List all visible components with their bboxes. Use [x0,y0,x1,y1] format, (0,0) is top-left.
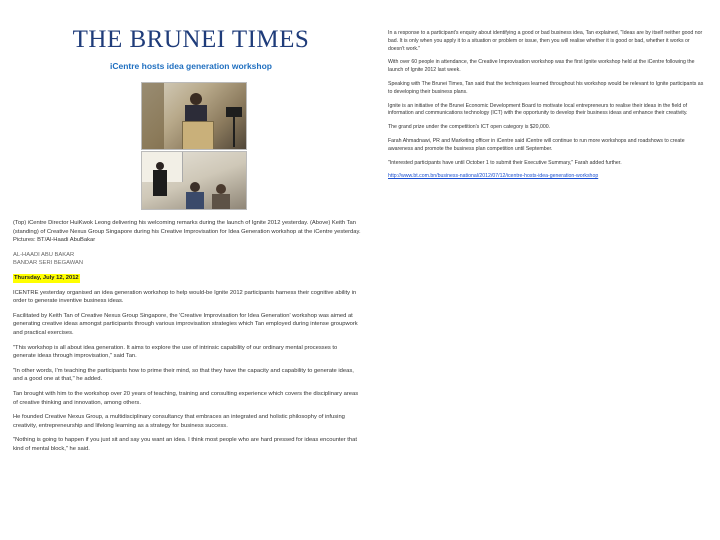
podium-shape [182,121,214,150]
article-paragraph: Facilitated by Keith Tan of Creative Nexus Group Singapore, the 'Creative Improvisation for Idea Generation' workshop was aimed at generating creative ideas amongst participants through various improvisation strategies which Tan employed during intense groupwork and practical exercises. [13,312,358,336]
speaker-figure [190,93,202,105]
article-paragraph: With over 60 people in attendance, the Creative Improvisation workshop was the first Ignite workshop held at the iCentre following the launch of Ignite 2012 last week. [388,59,695,74]
camera-tripod [233,117,235,147]
article-paragraph: Farah Ahmadnawi, PR and Marketing officer in iCentre said iCentre will continue to run more workshops and roadshows to create awareness and promote the business plan competition until September. [388,137,685,152]
audience-member [190,182,200,192]
audience-member [216,184,226,194]
article-paragraph: "Nothing is going to happen if you just sit and say you want an idea. I think most people who are hard pressed for ideas encounter that kind of mental block," he said. [13,437,357,452]
article-headline: iCentre hosts idea generation workshop [109,61,272,71]
article-paragraph: The grand prize under the competition's ICT open category is $20,000. [388,124,551,131]
byline-location: BANDAR SERI BEGAWAN [13,260,84,267]
article-right-column [388,30,706,187]
banner-shape [142,83,164,149]
article-paragraph: He founded Creative Nexus Group, a multidisciplinary consultancy that embraces an integrated and holistic philosophy of infusing creativity, entrepreneurship and lifelong learning as a strategy for business success. [13,414,345,429]
photo-caption: (Top) iCentre Director HuiKwok Leong delivering his welcoming remarks during the launch of Ignite 2012 yesterday. (Above) Keith Tan (standing) of Creative Nexus Group Singapore during his Creative Improvisation for Idea Generation workshop at the iCentre yesterday. Pictures: BT/Al-Haadi AbuBakar [13,220,361,244]
article-paragraph: Speaking with The Brunei Times, Tan said that the techniques learned throughout his workshop would be relevant to Ignite participants as to developing their business plans. [388,80,704,95]
audience-body [186,192,204,209]
article-paragraph: Ignite is an initiative of the Brunei Economic Development Board to motivate local entrepreneurs to realise their ideas in the field of information and communications technology (ICT) with the opportunity to develop their business ideas and enhance their creativity. [388,102,688,117]
audience-body [212,194,230,209]
article-paragraph: "In other words, I'm teaching the participants how to prime their mind, so that they have the capacity and capability to generate ideas, and a good one at that," he added. [13,367,354,383]
byline-author: AL-HAADI ABU BAKAR [13,251,75,258]
camera-shape [226,107,242,117]
article-paragraph: In a response to a participant's enquiry about identifying a good or bad business idea, Tan explained, "Ideas are by itself neither good nor bad. It is only when you apply it to a situation or problem or issue, then you will realise whether it is good or bad, whether it works or doesn't work." [388,30,703,52]
article-paragraph: Tan brought with him to the workshop over 20 years of teaching, training and consulting experience which covers the disciplinary areas of creative thinking and innovation, among others. [13,390,359,406]
article-paragraph: "Interested participants have until October 1 to submit their Executive Summary," Farah added further. [388,159,622,166]
presenter-body [153,170,167,196]
masthead: THE BRUNEI TIMES [72,26,310,53]
date-highlight: Thursday, July 12, 2012 [14,274,79,281]
photo-workshop [141,151,247,210]
article-left-column [13,219,361,459]
article-paragraph: "This workshop is all about idea generation. It aims to explore the use of intrinsic capability of our ordinary mental processes to generate ideas through improvisation," said Tan. [13,344,338,360]
article-source-link[interactable]: http://www.bt.com.bn/business-national/2012/07/12/icentre-hosts-idea-generation-workshop [388,173,599,180]
presenter-figure [156,162,164,170]
photo-speaker-podium [141,82,247,150]
article-paragraph: ICENTRE yesterday organised an idea generation workshop to help would-be Ignite 2012 participants harness their cognitive ability in order to generate inventive business ideas. [13,289,357,305]
